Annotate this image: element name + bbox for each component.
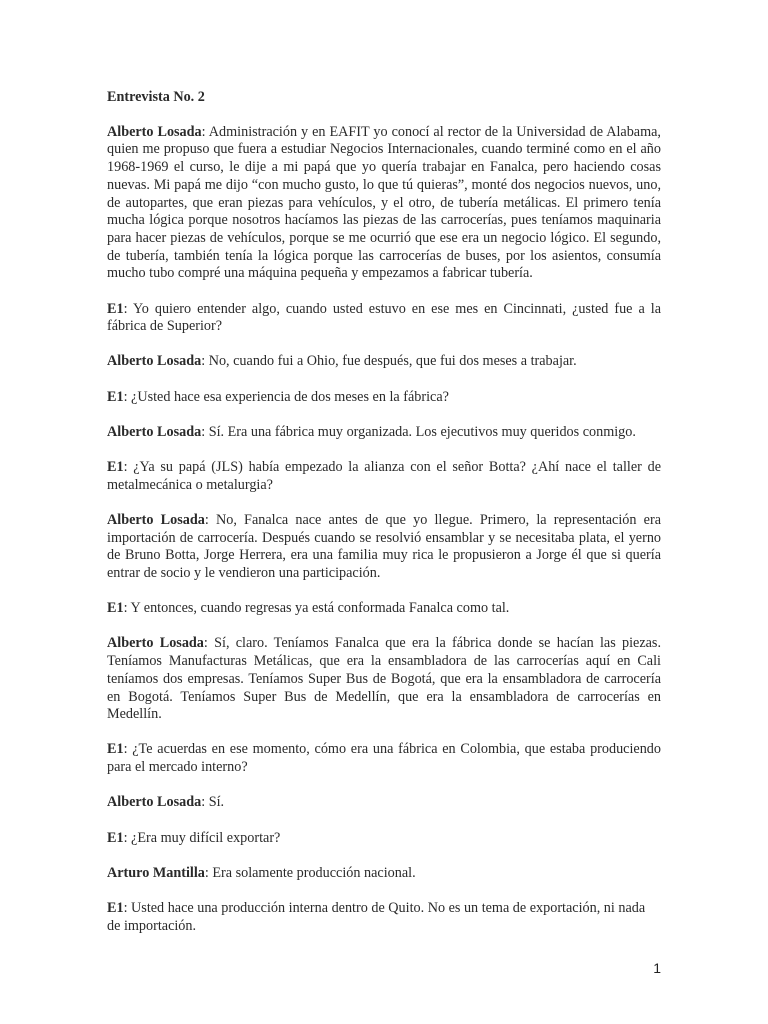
paragraph-text: : Sí, claro. Teníamos Fanalca que era la fábrica donde se hacían las piezas. Teníamos Manufacturas Metálicas, que era la ensambladora de las carrocerías aquí en Cali teníamos dos empresas. Teníamos Super Bus de Bogotá, que era la ensambladora de carrocería en Bogotá. Teníamos Super Bus de Medellín, que era la ensambladora de carrocerías en Medellín. <box>107 635 661 723</box>
speaker-name: Alberto Losada <box>107 423 202 440</box>
paragraph-text: : Era solamente producción nacional. <box>204 864 416 881</box>
interview-paragraph <box>107 635 661 724</box>
speaker-name: E1 <box>107 600 124 617</box>
speaker-name: Alberto Losada <box>107 794 202 811</box>
speaker-name: E1 <box>107 300 124 317</box>
interview-paragraph <box>107 424 661 442</box>
speaker-name: Alberto Losada <box>107 635 204 652</box>
speaker-name: Arturo Mantilla <box>107 864 205 881</box>
interview-paragraph <box>107 865 661 883</box>
paragraph-text: : ¿Te acuerdas en ese momento, cómo era una fábrica en Colombia, que estaba produciendo para el mercado interno? <box>107 741 661 776</box>
interview-paragraph <box>107 389 661 407</box>
paragraph-text: : No, cuando fui a Ohio, fue después, que fui dos meses a trabajar. <box>201 353 577 370</box>
paragraph-text: : ¿Era muy difícil exportar? <box>123 829 281 846</box>
speaker-name: E1 <box>107 741 124 758</box>
speaker-name: Alberto Losada <box>107 511 205 528</box>
speaker-name: Alberto Losada <box>107 123 202 140</box>
speaker-name: Alberto Losada <box>107 353 202 370</box>
speaker-name: E1 <box>107 829 124 846</box>
interview-paragraph <box>107 830 661 848</box>
paragraph-text: : Sí. <box>201 794 225 811</box>
paragraph-text: : Yo quiero entender algo, cuando usted estuvo en ese mes en Cincinnati, ¿usted fue a la fábrica de Superior? <box>107 300 661 335</box>
page-number: 1 <box>653 960 661 976</box>
paragraph-text: : Usted hace una producción interna dentro de Quito. No es un tema de exportación, ni nada de importación. <box>107 900 646 934</box>
document-page <box>107 89 661 953</box>
speaker-name: E1 <box>107 900 124 916</box>
paragraph-text: : Y entonces, cuando regresas ya está conformada Fanalca como tal. <box>123 600 510 617</box>
interview-paragraph <box>107 124 661 283</box>
interview-paragraph <box>107 600 661 618</box>
interview-paragraph <box>107 900 661 935</box>
interview-paragraph <box>107 301 661 336</box>
interview-paragraph <box>107 741 661 776</box>
speaker-name: E1 <box>107 459 124 476</box>
paragraph-text: : Administración y en EAFIT yo conocí al rector de la Universidad de Alabama, quien me propuso que fuera a estudiar Negocios Internacionales, cuando terminé como en el año 1968-1969 el curso, le dije a mi papá que yo quería trabajar en Fanalca, pero haciendo cosas nuevas. Mi papá me dijo “con mucho gusto, lo que tú quieras”, monté dos negocios nuevos, uno, de autopartes, que eran piezas para vehículos, y el otro, de tubería metálicas. El primero tenía mucha lógica porque nosotros hacíamos las piezas de las carrocerías, pues teníamos maquinaria para hacer piezas de vehículos, porque se me ocurrió que ese era un negocio lógico. El segundo, de tubería, también tenía la lógica porque las carrocerías de buses, por los asientos, consumía mucho tubo compré una máquina pequeña y empezamos a fabricar tubería. <box>107 123 661 282</box>
interview-paragraph <box>107 353 661 371</box>
interview-paragraph <box>107 459 661 494</box>
paragraph-text: : ¿Ya su papá (JLS) había empezado la alianza con el señor Botta? ¿Ahí nace el taller de metalmecánica o metalurgia? <box>107 459 661 493</box>
paragraph-text: : No, Fanalca nace antes de que yo llegue. Primero, la representación era importación de carrocería. Después cuando se resolvió ensamblar y se necesitaba plata, el yerno de Bruno Botta, Jorge Herrera, era una familia muy rica le propusieron a Jorge él que si quería entrar de socio y le vendieron una participación. <box>107 511 661 582</box>
paragraph-text: : Sí. Era una fábrica muy organizada. Los ejecutivos muy queridos conmigo. <box>201 423 636 440</box>
interview-paragraph <box>107 794 661 812</box>
paragraph-text: : ¿Usted hace esa experiencia de dos meses en la fábrica? <box>123 388 449 405</box>
interview-paragraph <box>107 512 661 583</box>
document-title: Entrevista No. 2 <box>107 89 205 105</box>
speaker-name: E1 <box>107 388 124 405</box>
